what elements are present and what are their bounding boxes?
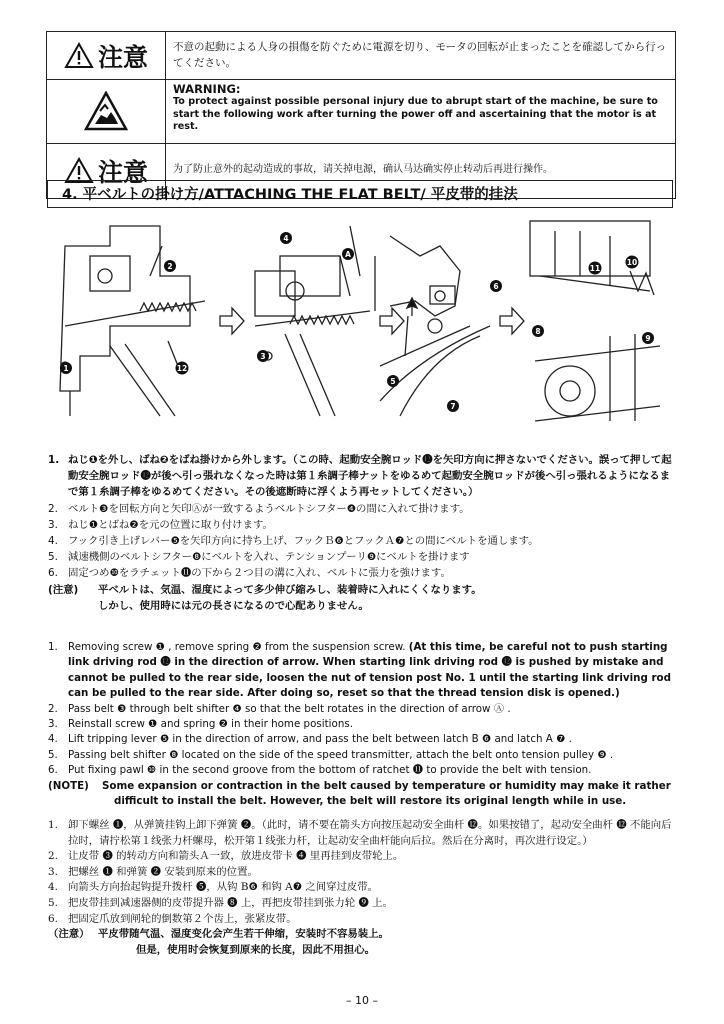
cn-step-4: 4. 向箭头方向抬起钩提升拨杆 ❺，从钩 B❻ 和钩 A❼ 之间穿过皮带。 xyxy=(48,881,379,894)
callout-5: 5 xyxy=(390,377,396,386)
en-step-5: 5. Passing belt shifter ❽ located on the side of the speed transmitter, attach the belt onto tension pulley ❾ . xyxy=(48,748,614,761)
belt-attachment-figure xyxy=(50,216,670,426)
cn-step-2: 2. 让皮带 ❸ 的转动方向和箭头Ａ一致，放进皮带卡 ❹ 里再挂到皮带轮上。 xyxy=(48,850,404,863)
jp-step-3: 3. ねじ❶とばね❷を元の位置に取り付けます。 xyxy=(48,518,273,531)
section-title: 4. 平ベルトの掛け方/ATTACHING THE FLAT BELT/ 平皮带的挂法 xyxy=(47,180,673,208)
callout-9: 9 xyxy=(645,334,651,343)
cn-step-1: 1. 卸下螺丝 ❶，从弹簧挂钩上卸下弹簧 ❷。（此时，请不要在箭头方向按压起动安全曲杆 ⓬。如果按错了，起动安全曲杆 ⓬ 不能向后拉时，请拧松第１线张力杆螺母，松开第１线张力杆，让起动安全曲杆能向后拉。然后在分离时，再次进行设定。） xyxy=(48,819,672,847)
caution-label-jp: 注意 xyxy=(97,42,148,72)
jp-step-2: 2. ベルト❸を回転方向と矢印Ⓐが一致するようベルトシフター❹の間に入れて掛けます。 xyxy=(48,502,470,515)
en-step-2: 2. Pass belt ❸ through belt shifter ❹ so that the belt rotates in the direction of arrow Ⓐ . xyxy=(48,702,511,715)
page-number: – 10 – xyxy=(346,994,378,1007)
warning-symbol-jp xyxy=(47,32,166,79)
jp-step-4: 4. フック引き上げレバー❺を矢印方向に持ち上げ、フックＢ❻とフックＡ❼との間にベルトを通します。 xyxy=(48,535,539,548)
figure-panel-2 xyxy=(255,226,375,416)
warning-row-jp xyxy=(47,32,675,80)
cn-note: （注意） 平皮带随气温、湿度变化会产生若干伸缩，安装时不容易装上。 但是，使用时会恢复到原来的长度，因此不用担心。 xyxy=(48,928,389,956)
callout-6: 6 xyxy=(493,282,499,291)
cn-instructions xyxy=(48,818,678,958)
caution-label-cn: 注意 xyxy=(97,157,148,187)
en-step-3: 3. Reinstall screw ❶ and spring ❷ in their home positions. xyxy=(48,718,353,731)
en-step-1: 1. Removing screw ❶ , remove spring ❷ from the suspension screw. (At this time, be careful not to push starting link driving rod ⓬ in the direction of arrow. When starting link driving rod ⓬ is pushed by mistake and cannot be pulled to the rear side, loosen the nut of tension post No. 1 until the starting link driving rod can be pulled to the rear side. After doing so, reset so that the thread tension disk is opened.) xyxy=(48,641,671,700)
callout-12: 12 xyxy=(176,364,188,373)
machine-diagram xyxy=(50,216,670,426)
cn-step-5: 5. 把皮带挂到减速器侧的皮带提升器 ❽ 上，再把皮带挂到张力轮 ❾ 上。 xyxy=(48,896,393,909)
en-note: (NOTE) Some expansion or contraction in the belt caused by temperature or humidity may make it rather difficult to install the belt. However, the belt will restore its original length while in use. xyxy=(48,779,671,808)
warning-row-en xyxy=(47,79,675,144)
en-step-6: 6. Put fixing pawl ❿ in the second groove from the bottom of ratchet ⓫ to provide the belt with tension. xyxy=(48,764,592,777)
callout-10: 10 xyxy=(626,258,638,267)
caution-triangle-icon xyxy=(64,42,94,69)
cn-step-6: 6. 把固定爪放到闸轮的倒数第２个齿上，张紧皮带。 xyxy=(48,912,297,925)
jp-instructions xyxy=(48,452,678,614)
callout-11: 11 xyxy=(589,264,601,273)
warning-title-en: WARNING: xyxy=(173,82,241,96)
warning-body-en xyxy=(173,82,669,134)
warning-box xyxy=(46,31,676,199)
warning-text-cn: 为了防止意外的起动造成的事故，请关掉电源，确认马达确实停止转动后再进行操作。 xyxy=(173,164,553,175)
jp-note: (注意) 平ベルトは、気温、湿度によって多少伸び縮みし、装着時に入れにくくなります。 しかし、使用時には元の長さになるので心配ありません。 xyxy=(48,583,482,612)
callout-A: A xyxy=(345,250,351,259)
callout-1: 1 xyxy=(63,364,69,373)
callout-3: 3 xyxy=(260,352,266,361)
warning-symbol-en xyxy=(47,79,166,143)
cn-step-3: 3. 把螺丝 ❶ 和弹簧 ❷ 安装到原来的位置。 xyxy=(48,865,258,878)
callout-4: 4 xyxy=(283,234,289,243)
jp-step-5: 5. 減速機側のベルトシフター❽にベルトを入れ、テンションプーリ❾にベルトを掛けます xyxy=(48,551,470,564)
figure-panel-4 xyxy=(530,221,660,421)
callout-2: 2 xyxy=(167,262,173,271)
en-instructions xyxy=(48,640,678,809)
en-step-4: 4. Lift tripping lever ❺ in the direction of arrow, and pass the belt between latch B ❻ and latch A ❼ . xyxy=(48,733,572,746)
figure-panel-1 xyxy=(60,226,205,416)
jp-step-1: 1. ねじ❶を外し、ばね❷をばね掛けから外します。（この時、起動安全腕ロッド⓬を矢印方向に押さないでください。誤って押して起動安全腕ロッド⓬が後へ引っ張れなくなった時は第１糸調子棒ナットをゆるめて起動安全腕ロッドが後へ引っ張れるようになるまで第１糸調子棒をゆるめてください。その後遮断時に浮くよう再セットしてください。） xyxy=(48,454,672,499)
warning-text-en: To protect against possible personal injury due to abrupt start of the machine, be sure to start the following work after turning the power off and ascertaining that the motor is at rest. xyxy=(173,96,658,132)
warning-text-jp: 不意の起動による人身の損傷を防ぐために電源を切り、モータの回転が止まったことを確認してから行ってください。 xyxy=(173,41,667,69)
callout-7: 7 xyxy=(450,402,456,411)
callout-8: 8 xyxy=(535,327,541,336)
hand-injury-hazard-icon xyxy=(84,91,128,131)
jp-step-6: 6. 固定つめ❿をラチェット⓫の下から２つ目の溝に入れ、ベルトに張力を強けます。 xyxy=(48,567,451,580)
